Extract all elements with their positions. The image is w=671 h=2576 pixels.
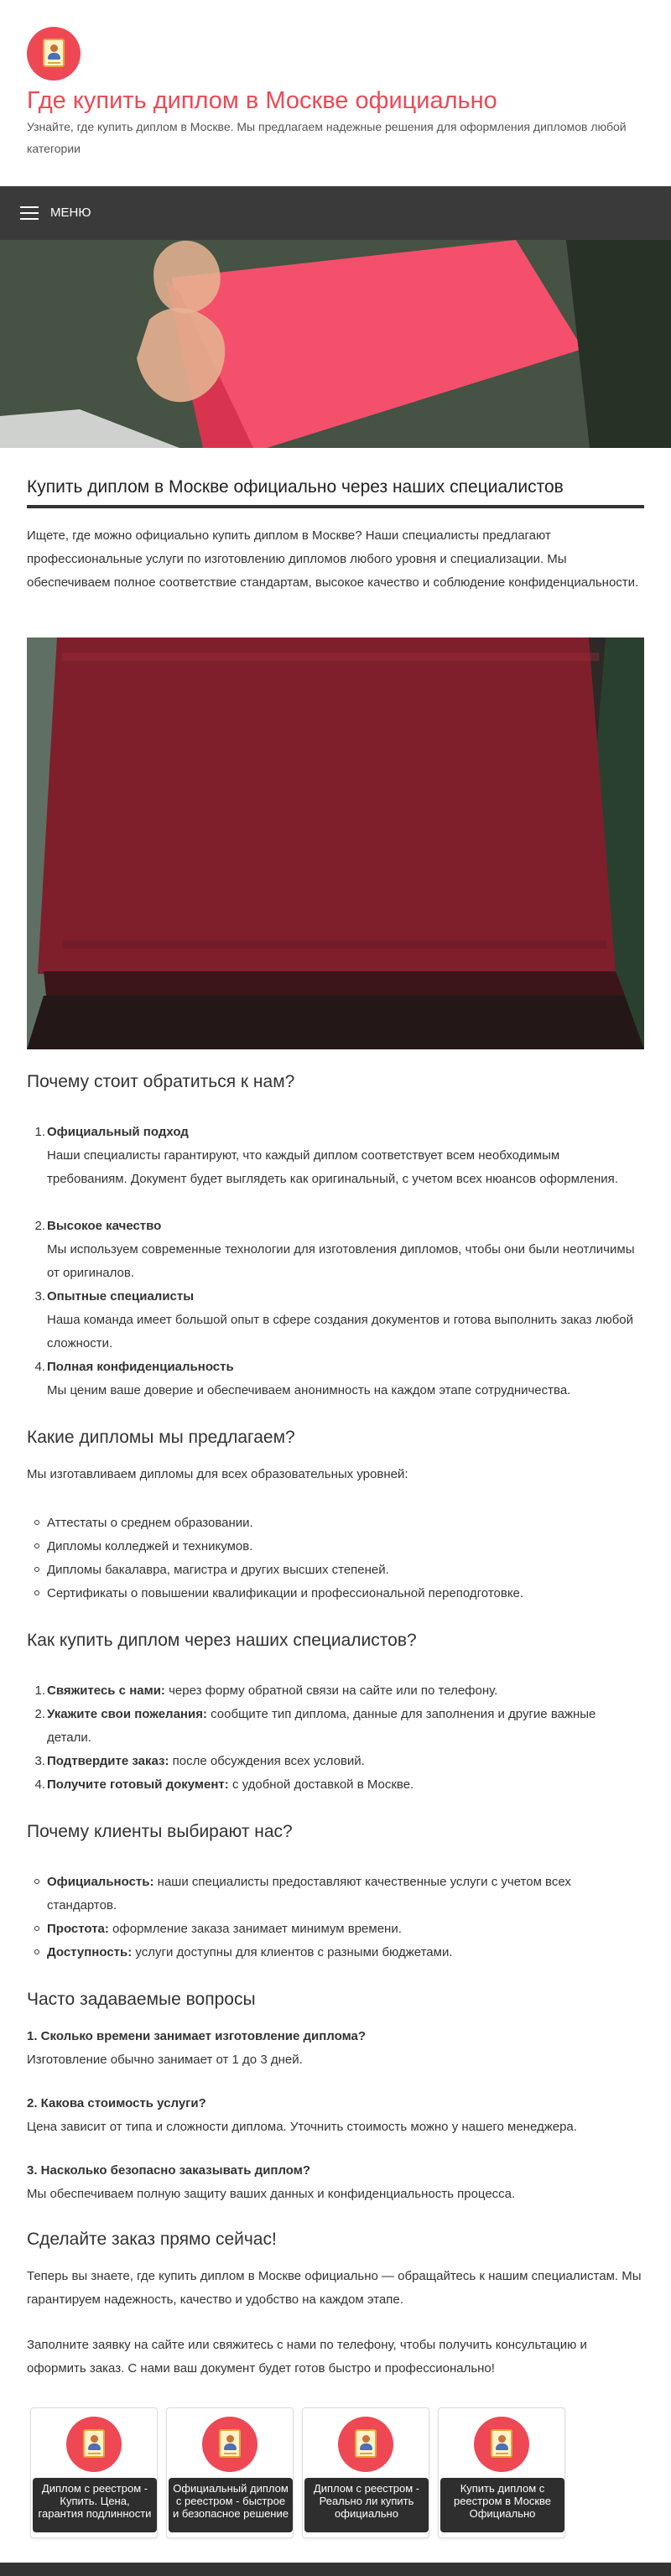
why-heading: Почему стоит обратиться к нам? xyxy=(27,1072,295,1091)
logo-line-shape xyxy=(88,2453,101,2454)
clients-list-item: Доступность: услуги доступны для клиентов с разными бюджетами. xyxy=(47,1941,638,1965)
bullet-icon xyxy=(34,1926,39,1931)
offer-intro: Мы изготавливаем дипломы для всех образовательных уровней: xyxy=(27,1467,408,1481)
logo-body-shape xyxy=(88,2443,101,2450)
offer-heading: Какие дипломы мы предлагаем? xyxy=(27,1428,295,1447)
diploma-photo xyxy=(27,637,644,1049)
site-title[interactable]: Где купить диплом в Москве официально xyxy=(27,87,497,114)
cta-paragraph: Теперь вы знаете, где купить диплом в Москве официально — обращайтесь к нашим специалистам. Мы гарантируем надежность, качество и удобство на каждом этапе. xyxy=(27,2269,642,2307)
clients-heading: Почему клиенты выбирают нас? xyxy=(27,1822,293,1841)
logo-face-shape xyxy=(91,2435,98,2443)
how-step-item: 3. Подтвердите заказ: после обсуждения всех условий. xyxy=(34,1754,365,1768)
site-footer xyxy=(0,2563,671,2576)
clients-list-item: Простота: оформление заказа занимает минимум времени. xyxy=(47,1918,638,1941)
clients-list-item: Официальность: наши специалисты предоставляют качественные услуги с учетом всех стандартов. xyxy=(47,1871,638,1918)
article-title: Купить диплом в Москве официально через наших специалистов xyxy=(27,477,564,497)
bullet-icon xyxy=(34,1543,39,1548)
faq-heading: Часто задаваемые вопросы xyxy=(27,1990,256,2009)
diploma-certificate-icon xyxy=(66,2417,122,2472)
logo-body-shape xyxy=(496,2443,508,2450)
bullet-icon xyxy=(34,1949,39,1954)
related-post-card[interactable] xyxy=(166,2407,294,2538)
intro-paragraph: Ищете, где можно официально купить диплом в Москве? Наши специалисты предлагают профессиональные услуги по изготовлению дипломов любого уровня и специализации. Мы обеспечиваем полное соответствие стандартам, высокое качество и соблюдение конфиденциальности. xyxy=(27,528,639,590)
logo-face-shape xyxy=(498,2435,506,2443)
why-item-title: 3. Опытные специалисты xyxy=(34,1289,195,1304)
hero-image xyxy=(0,240,671,448)
logo-line-shape xyxy=(360,2453,372,2454)
why-item-text: Мы ценим ваше доверие и обеспечиваем анонимность на каждом этапе сотрудничества. xyxy=(47,1383,571,1397)
related-post-label[interactable]: Диплом с реестром - Реально ли купить официально xyxy=(304,2478,429,2532)
cta-heading: Сделайте заказ прямо сейчас! xyxy=(27,2230,277,2249)
logo-card xyxy=(83,2429,105,2458)
why-item-title: 4. Полная конфиденциальность xyxy=(34,1360,234,1374)
diploma-certificate-icon xyxy=(338,2417,393,2472)
logo-card xyxy=(219,2429,241,2458)
offer-list-item: Аттестаты о среднем образовании. xyxy=(47,1512,638,1535)
diploma-photo-shape xyxy=(27,637,644,1049)
related-post-card[interactable] xyxy=(30,2407,158,2538)
faq-question: 1. Сколько времени занимает изготовление диплома? xyxy=(27,2029,367,2043)
site-header xyxy=(0,0,671,186)
offer-list-item: Дипломы колледжей и техникумов. xyxy=(47,1535,638,1559)
logo-line-shape xyxy=(48,62,60,64)
logo-face-shape xyxy=(362,2435,370,2443)
how-step-item: 1. Свяжитесь с нами: через форму обратной связи на сайте или по телефону. xyxy=(34,1684,498,1698)
faq-answer: Изготовление обычно занимает от 1 до 3 дней. xyxy=(27,2053,303,2067)
bullet-icon xyxy=(34,1879,39,1884)
logo-face-shape xyxy=(226,2435,234,2443)
diploma-certificate-icon[interactable] xyxy=(27,27,81,81)
related-post-card[interactable] xyxy=(302,2407,429,2538)
related-posts xyxy=(30,2407,569,2538)
offer-list-item: Сертификаты о повышении квалификации и профессиональной переподготовке. xyxy=(47,1582,638,1605)
why-item-text: Наша команда имеет большой опыт в сфере создания документов и готова выполнить заказ любой сложности. xyxy=(47,1313,634,1350)
why-item-title: 1. Официальный подход xyxy=(34,1125,189,1139)
logo-card xyxy=(355,2429,377,2458)
how-heading: Как купить диплом через наших специалистов? xyxy=(27,1631,417,1650)
related-post-label[interactable]: Официальный диплом с реестром - быстрое и безопасное решение xyxy=(169,2478,293,2532)
related-post-card[interactable] xyxy=(438,2407,565,2538)
offer-list-item: Дипломы бакалавра, магистра и других высших степеней. xyxy=(47,1559,638,1582)
logo-line-shape xyxy=(224,2453,237,2454)
why-item-title: 2. Высокое качество xyxy=(34,1219,162,1233)
hamburger-icon[interactable] xyxy=(20,206,39,220)
faq-answer: Мы обеспечиваем полную защиту ваших данных и конфиденциальность процесса. xyxy=(27,2187,516,2201)
logo-body-shape xyxy=(224,2443,237,2450)
title-rule xyxy=(27,505,644,508)
diploma-certificate-icon xyxy=(202,2417,257,2472)
logo-line-shape xyxy=(496,2453,508,2454)
faq-question: 2. Какова стоимость услуги? xyxy=(27,2096,206,2110)
cta-paragraph: Заполните заявку на сайте или свяжитесь с нами по телефону, чтобы получить консультацию и оформить заказ. С нами ваш документ будет готов быстро и профессионально! xyxy=(27,2338,587,2376)
related-post-label[interactable]: Купить диплом с реестром в Москве Официально xyxy=(440,2478,564,2532)
how-step-item: 4. Получите готовый документ: с удобной доставкой в Москве. xyxy=(34,1777,414,1792)
logo-card xyxy=(43,39,65,67)
why-item-text: Мы используем современные технологии для изготовления дипломов, чтобы они были неотличимы от оригиналов. xyxy=(47,1242,635,1280)
how-step-item: 2. Укажите свои пожелания: сообщите тип диплома, данные для заполнения и другие важные детали. xyxy=(34,1707,596,1745)
bullet-icon xyxy=(34,1567,39,1572)
related-post-label[interactable]: Диплом с реестром - Купить. Цена, гарантия подлинности xyxy=(33,2478,157,2532)
bullet-icon xyxy=(34,1520,39,1525)
logo-card xyxy=(491,2429,512,2458)
faq-question: 3. Насколько безопасно заказывать диплом? xyxy=(27,2163,311,2178)
diploma-certificate-icon xyxy=(474,2417,529,2472)
logo-face-shape xyxy=(50,44,58,52)
why-item-text: Наши специалисты гарантируют, что каждый диплом соответствует всем необходимым требованиям. Документ будет выглядеть как оригинальный, с учетом всех нюансов оформления. xyxy=(47,1148,618,1186)
logo-body-shape xyxy=(48,53,60,60)
site-description: Узнайте, где купить диплом в Москве. Мы предлагаем надежные решения для оформления дипломов любой категории xyxy=(27,120,627,155)
bullet-icon xyxy=(34,1590,39,1595)
menu-toggle-label[interactable]: МЕНЮ xyxy=(50,206,91,220)
logo-body-shape xyxy=(360,2443,372,2450)
main-navbar xyxy=(0,186,671,240)
hero-photo-shape xyxy=(0,240,671,448)
faq-answer: Цена зависит от типа и сложности диплома. Уточнить стоимость можно у нашего менеджера. xyxy=(27,2120,577,2134)
